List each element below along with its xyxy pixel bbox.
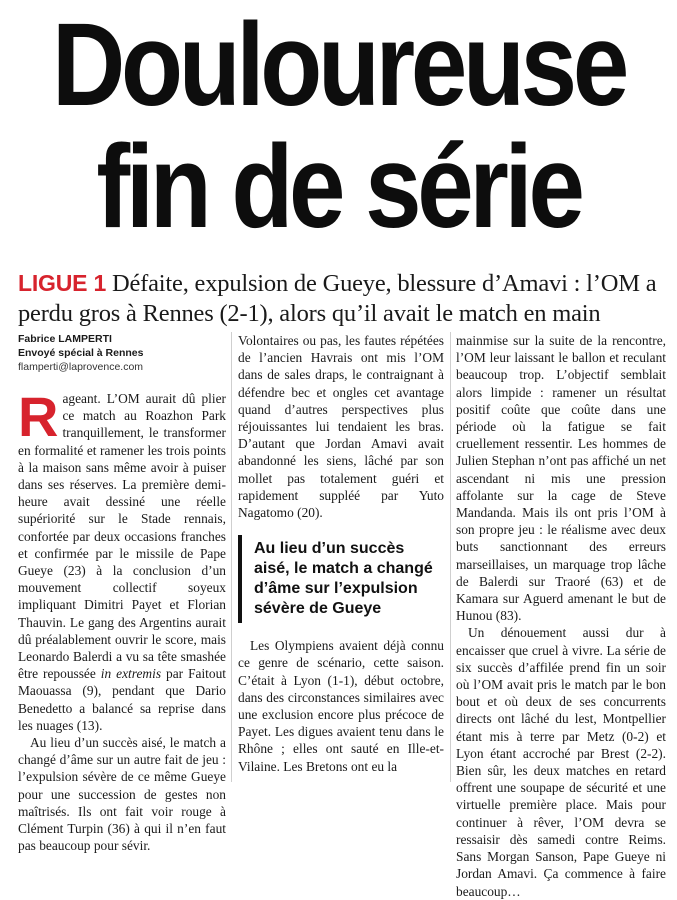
article-paragraph: Volontaires ou pas, les fautes répétées de l’ancien Havrais ont mis l’OM dans de sales draps, le contraignant à défendre bec et ongles cet avantage quand d’autres perspectives plus réjouissantes lui tendaient les bras. D’autant que Jordan Amavi avait abandonné les siens, lâché par son mollet pas totalement guéri et rapidement suppléé par Yuto Nagatomo (20). (238, 333, 444, 521)
column-divider (231, 332, 232, 782)
headline-line-1: Douloureuse (52, 0, 625, 131)
author-email[interactable]: flamperti@laprovence.com (18, 361, 144, 373)
article-column-2 (238, 332, 444, 775)
article-paragraph: Au lieu d’un succès aisé, le match a changé d’âme sur un autre fait de jeu : l’expulsion sévère de ce même Gueye pour une succession de gestes non maîtrisés. Ils ont fait voir rouge à Clément Turpin (36) à qui il n’en faut pas beaucoup pour sévir. (18, 735, 226, 854)
pull-quote: Au lieu d’un succès aisé, le match a changé d’âme sur l’expulsion sévère de Gueye (238, 535, 444, 623)
section-kicker: LIGUE 1 (18, 270, 107, 296)
article-column-3 (456, 332, 666, 900)
italic-phrase: in extremis (100, 666, 162, 682)
headline-line-2: fin de série (96, 121, 581, 253)
drop-cap: R (18, 385, 59, 448)
subheadline-text: Défaite, expulsion de Gueye, blessure d’Amavi : l’OM a perdu gros à Rennes (2-1), alors qu’il avait le match en main (18, 270, 657, 327)
article-paragraph: Rageant. L’OM aurait dû plier ce match au Roazhon Park tranquillement, le transformer en formalité et ramener les trois points à la maison sans même avoir à puiser dans ses réserves. La première demi-heure avait dessiné une réelle supériorité sur le Stade rennais, confortée par deux occasions franches et confirmée par le missile de Pape Gueye (23) à la conclusion d’un mouvement collectif soyeux impliquant Dimitri Payet et Florian Thauvin. Le gang des Argentins aurait dû préalablement ouvrir le score, mais Leonardo Balerdi a vu sa tête smashée être repoussée in extremis par Faitout Maouassa (9), pendant que Dario Benedetto a balancé sa reprise dans les nuages (13). (18, 385, 227, 733)
column-divider (450, 332, 451, 782)
author-name: Fabrice LAMPERTI (18, 333, 112, 345)
author-role: Envoyé spécial à Rennes (18, 347, 144, 359)
article-paragraph: Un dénouement aussi dur à encaisser que cruel à vivre. La série de six succès d’affilée prend fin un soir où l’OM avait pris le match par le bon bout et où deux de ses concurrents directs ont lâché du lest, Montpellier étant mis à terre par Metz (0-2) et Lyon étant accroché par Brest (2-2). Bien sûr, les deux matches en retard offrent une soupape de sécurité et une virtuelle première place. Mais pour continuer à rêver, l’OM devra se ressaisir dès samedi contre Reims. Sans Morgan Sanson, Pape Gueye ni Jordan Amavi. Ça commence à faire beaucoup… (456, 625, 666, 899)
article-paragraph-continued: mainmise sur la suite de la rencontre, l’OM leur laissant le ballon et reculant beaucoup trop. L’objectif semblait alors limpide : ramener un résultat positif coûte que coûte dans une période où la fatigue se fait cruellement ressentir. Les hommes de Julien Stephan n’ont pas affiché un net ascendant ni mis une pression affolante sur la cage de Steve Mandanda. Mais ils ont pris l’OM à son propre jeu : le réalisme avec deux buts sanctionnant des erreurs marseillaises, un marquage trop lâche de Balerdi sur Traoré (63) et de Kamara sur Aguerd amenant le but de Hunou (83). (456, 333, 666, 624)
article-column-1 (18, 332, 226, 854)
byline (18, 332, 226, 374)
article-paragraph: Les Olympiens avaient déjà connu ce genre de scénario, cette saison. C’était à Lyon (1-1), début octobre, dans des circonstances similaires avec une exclusion encore plus précoce de Payet. Les digues avaient tenu dans le Rhône ; elles ont sauté en Ille-et-Vilaine. Les Bretons ont eu la (238, 638, 444, 774)
subheadline (18, 268, 666, 329)
